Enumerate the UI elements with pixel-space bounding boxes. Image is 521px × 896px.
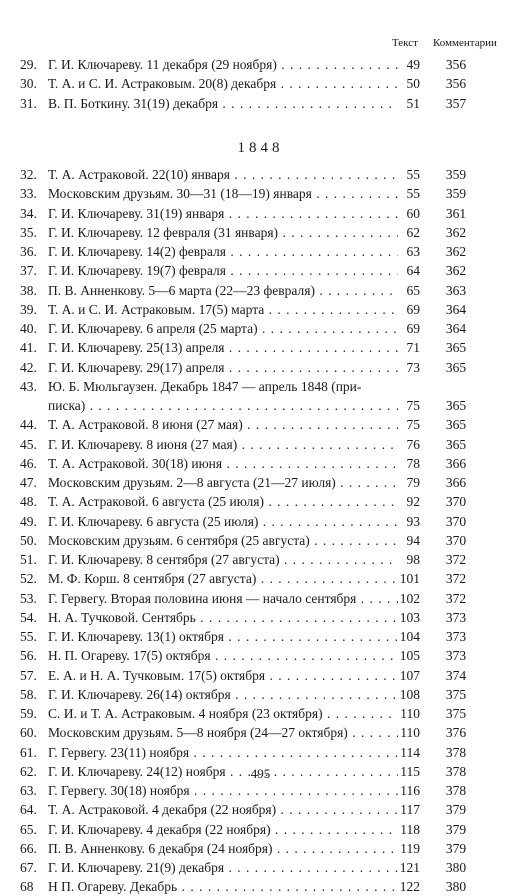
entry-text-page: 104 bbox=[399, 629, 420, 644]
entry-text-page: 94 bbox=[398, 531, 420, 550]
entry-title: Г. И. Ключареву. 26(14) октября . . . bbox=[48, 685, 408, 704]
entry-text-page: 69 bbox=[398, 319, 420, 338]
entry-comment-page: 356 bbox=[445, 57, 467, 72]
entry-number: 40. bbox=[20, 321, 37, 336]
entry-number: 55. bbox=[20, 629, 37, 644]
entry-comment-page: 364 bbox=[445, 301, 467, 317]
entry-number: 44. bbox=[20, 417, 37, 433]
entry-number: 67. bbox=[20, 860, 37, 875]
toc-entry bbox=[0, 723, 521, 742]
toc-entry bbox=[0, 646, 521, 665]
entry-title: Г. И. Ключареву. 25(13) апреля . . . bbox=[48, 338, 408, 357]
entry-number: 34. bbox=[20, 205, 37, 221]
entry-text-page: 110 bbox=[398, 723, 420, 742]
entry-number: 54. bbox=[20, 609, 37, 625]
entry-title: Г. И. Ключареву. 6 апреля (25 марта) . . . bbox=[48, 319, 408, 338]
toc-entry bbox=[0, 242, 521, 261]
toc-entry bbox=[0, 666, 521, 685]
toc-entry bbox=[0, 512, 521, 531]
entry-text-page: 76 bbox=[398, 435, 420, 454]
entry-title: С. И. и Т. А. Астраковым. 4 ноября (23 октября) . . . bbox=[48, 704, 408, 723]
entry-comment-page: 373 bbox=[445, 648, 467, 664]
entry-title: Г. Гервегу. 23(11) ноября . . . bbox=[48, 743, 408, 762]
entry-comment-page: 375 bbox=[445, 706, 467, 721]
entry-comment-page: 380 bbox=[445, 860, 467, 875]
entry-number: 43. bbox=[20, 378, 37, 394]
toc-entry bbox=[0, 338, 521, 357]
entry-title: Г. И. Ключареву. 19(7) февраля . . . bbox=[48, 261, 408, 280]
entry-text-page: 92 bbox=[398, 492, 420, 511]
entry-title: Т. А. и С. И. Астраковым. 17(5) марта . . . bbox=[48, 300, 408, 319]
entry-text-page: 50 bbox=[398, 74, 420, 93]
entry-number: 36. bbox=[20, 244, 37, 259]
entry-title: Г. И. Ключареву. 11 декабря (29 ноября) . . . bbox=[48, 55, 408, 74]
toc-entry bbox=[0, 281, 521, 300]
toc-entry bbox=[0, 415, 521, 434]
entry-number: 58. bbox=[20, 686, 37, 702]
entry-comment-page: 380 bbox=[445, 879, 467, 895]
entry-title: Г. И. Ключареву. 6 августа (25 июля) . . . bbox=[48, 512, 408, 531]
entry-comment-page: 366 bbox=[445, 475, 467, 490]
toc-entry bbox=[0, 627, 521, 646]
entry-comment-page: 362 bbox=[445, 263, 467, 279]
entry-comment-page: 365 bbox=[445, 417, 467, 433]
entry-comment-page: 373 bbox=[445, 609, 467, 625]
toc-entry bbox=[0, 608, 521, 627]
entry-number: 29. bbox=[20, 57, 37, 72]
entry-text-page: 65 bbox=[398, 281, 420, 300]
entry-text-page: 63 bbox=[398, 242, 420, 261]
entry-number: 56. bbox=[20, 648, 37, 664]
entry-text-page: 69 bbox=[398, 300, 420, 319]
entry-number: 52. bbox=[20, 571, 37, 587]
entry-number: 48. bbox=[20, 494, 37, 510]
toc-entry bbox=[0, 184, 521, 203]
entry-comment-page: 359 bbox=[445, 186, 467, 202]
entry-number: 32. bbox=[20, 167, 37, 182]
entry-title: М. Ф. Корш. 8 сентября (27 августа) . . . bbox=[48, 569, 408, 588]
entry-number: 31. bbox=[20, 95, 37, 111]
entry-text-page: 75 bbox=[398, 396, 420, 415]
entry-comment-page: 378 bbox=[445, 744, 467, 760]
toc-entry bbox=[0, 396, 521, 415]
column-header-comments: Комментарии bbox=[433, 37, 497, 49]
entry-number: 39. bbox=[20, 301, 37, 317]
entry-title: Ю. Б. Мюльгаузен. Декабрь 1847 — апрель 1848 (при- bbox=[48, 378, 362, 394]
toc-entry bbox=[0, 531, 521, 550]
entry-title: Г. И. Ключареву. 12 февраля (31 января) . . . bbox=[48, 223, 408, 242]
entry-text-page: 101 bbox=[399, 571, 420, 587]
entry-comment-page: 372 bbox=[445, 571, 467, 587]
entry-comment-page: 374 bbox=[445, 667, 467, 683]
entry-title: Г. И. Ключареву. 13(1) октября . . . bbox=[48, 627, 408, 646]
entry-comment-page: 370 bbox=[445, 532, 467, 548]
entry-text-page: 79 bbox=[398, 473, 420, 492]
entry-title: Г. И. Ключареву. 29(17) апреля . . . bbox=[48, 358, 408, 377]
entry-title: Г. Гервегу. 30(18) ноября . . . bbox=[48, 781, 408, 800]
entry-title: Н. П. Огареву. 17(5) октября . . . bbox=[48, 646, 408, 665]
entry-text-page: 115 bbox=[398, 762, 420, 781]
entry-title: Т. А. Астраковой. 22(10) января . . . bbox=[48, 165, 408, 184]
entry-title: П. В. Анненкову. 5—6 марта (22—23 февраля) . . . bbox=[48, 281, 408, 300]
entry-text-page: 107 bbox=[399, 667, 420, 683]
toc-entry bbox=[0, 319, 521, 338]
entry-comment-page: 357 bbox=[445, 95, 467, 111]
entry-title: Т. А. Астраковой. 30(18) июня . . . bbox=[48, 454, 408, 473]
entry-number: 47. bbox=[20, 475, 37, 490]
entry-title: Г. И. Ключареву. 21(9) декабря . . . bbox=[48, 858, 408, 877]
entry-title: Г. И. Ключареву. 31(19) января . . . bbox=[48, 204, 408, 223]
entry-comment-page: 365 bbox=[445, 340, 467, 356]
entry-comment-page: 375 bbox=[445, 686, 467, 702]
toc-entry bbox=[0, 743, 521, 762]
entry-comment-page: 370 bbox=[445, 513, 467, 529]
entry-title: писка) . . . bbox=[48, 396, 408, 415]
entry-title: В. П. Боткину. 31(19) декабря . . . bbox=[48, 94, 408, 113]
entry-comment-page: 362 bbox=[445, 224, 467, 240]
toc-entry bbox=[0, 74, 521, 93]
entry-title: Е. А. и Н. А. Тучковым. 17(5) октября . . . bbox=[48, 666, 408, 685]
entry-title: Г. Гервегу. Вторая половина июня — начало сентября . . . bbox=[48, 589, 408, 608]
toc-entry bbox=[0, 204, 521, 223]
toc-entry bbox=[0, 877, 521, 896]
entry-title: Г. И. Ключареву. 14(2) февраля . . . bbox=[48, 242, 408, 261]
toc-entry bbox=[0, 261, 521, 280]
entry-comment-page: 363 bbox=[445, 282, 467, 298]
toc-entry bbox=[0, 839, 521, 858]
entry-number: 66. bbox=[20, 840, 37, 856]
entry-text-page: 75 bbox=[398, 415, 420, 434]
entry-text-page: 62 bbox=[398, 223, 420, 242]
toc-entry bbox=[0, 569, 521, 588]
toc-entry bbox=[0, 492, 521, 511]
entry-comment-page: 379 bbox=[445, 802, 467, 818]
toc-entry bbox=[0, 473, 521, 492]
entry-number: 68 bbox=[20, 879, 34, 895]
column-header-text: Текст bbox=[392, 37, 418, 49]
toc-entry bbox=[0, 300, 521, 319]
entry-title: Т. А. Астраковой. 4 декабря (22 ноября) . . . bbox=[48, 800, 408, 819]
entry-title: Н. А. Тучковой. Сентябрь . . . bbox=[48, 608, 408, 627]
entry-comment-page: 378 bbox=[445, 783, 467, 798]
entry-number: 35. bbox=[20, 224, 37, 240]
entry-number: 53. bbox=[20, 590, 37, 606]
entry-title: Г. И. Ключареву. 8 июня (27 мая) . . . bbox=[48, 435, 408, 454]
entry-text-page: 117 bbox=[398, 800, 420, 819]
entry-text-page: 93 bbox=[398, 512, 420, 531]
toc-entry bbox=[0, 94, 521, 113]
toc-entry bbox=[0, 377, 521, 396]
entry-number: 46. bbox=[20, 455, 37, 471]
entry-number: 50. bbox=[20, 532, 37, 548]
entry-title: Т. А. и С. И. Астраковым. 20(8) декабря . . . bbox=[48, 74, 408, 93]
entry-text-page: 105 bbox=[399, 648, 420, 664]
entry-title: Т. А. Астраковой. 6 августа (25 июля) . . . bbox=[48, 492, 408, 511]
entry-comment-page: 356 bbox=[445, 76, 467, 92]
entry-number: 59. bbox=[20, 706, 37, 721]
entry-text-page: 73 bbox=[398, 358, 420, 377]
entry-comment-page: 361 bbox=[445, 205, 467, 221]
entry-title: Московским друзьям. 5—8 ноября (24—27 октября) . . . bbox=[48, 723, 408, 742]
entry-comment-page: 370 bbox=[445, 494, 467, 510]
entry-title: П. В. Анненкову. 6 декабря (24 ноября) . . . bbox=[48, 839, 408, 858]
entry-text-page: 122 bbox=[399, 879, 420, 895]
toc-entry bbox=[0, 223, 521, 242]
entry-text-page: 55 bbox=[398, 165, 420, 184]
entry-text-page: 64 bbox=[398, 261, 420, 280]
entry-title: Т. А. Астраковой. 8 июня (27 мая) . . . bbox=[48, 415, 408, 434]
entry-number: 62. bbox=[20, 763, 37, 779]
toc-entry bbox=[0, 454, 521, 473]
entry-comment-page: 362 bbox=[445, 244, 467, 259]
entry-number: 42. bbox=[20, 359, 37, 375]
page-number: 495 bbox=[250, 766, 271, 781]
entry-comment-page: 365 bbox=[445, 359, 467, 375]
entry-title: Московским друзьям. 2—8 августа (21—27 июля) . . . bbox=[48, 473, 408, 492]
entry-number: 38. bbox=[20, 282, 37, 298]
entry-text-page: 108 bbox=[399, 686, 420, 702]
entry-comment-page: 372 bbox=[445, 552, 467, 567]
entry-number: 60. bbox=[20, 725, 37, 741]
entry-number: 37. bbox=[20, 263, 37, 279]
entry-text-page: 121 bbox=[399, 860, 420, 875]
entry-number: 61. bbox=[20, 744, 37, 760]
entry-title: Г. И. Ключареву. 4 декабря (22 ноября) . . . bbox=[48, 820, 408, 839]
entry-text-page: 51 bbox=[398, 94, 420, 113]
entry-text-page: 118 bbox=[398, 820, 420, 839]
entry-number: 45. bbox=[20, 436, 37, 452]
toc-entry bbox=[0, 550, 521, 569]
toc-entry bbox=[0, 800, 521, 819]
entry-comment-page: 376 bbox=[445, 725, 467, 741]
entry-number: 65. bbox=[20, 821, 37, 837]
entry-text-page: 102 bbox=[399, 590, 420, 606]
entry-text-page: 110 bbox=[398, 704, 420, 723]
entry-number: 63. bbox=[20, 783, 37, 798]
entry-comment-page: 365 bbox=[445, 436, 467, 452]
toc-entry bbox=[0, 358, 521, 377]
toc-entry bbox=[0, 435, 521, 454]
entry-comment-page: 372 bbox=[445, 590, 467, 606]
toc-entry bbox=[0, 55, 521, 74]
entry-text-page: 116 bbox=[398, 781, 420, 800]
entry-title: Г. И. Ключареву. 8 сентября (27 августа) . . . bbox=[48, 550, 408, 569]
toc-entry bbox=[0, 781, 521, 800]
entry-text-page: 98 bbox=[398, 550, 420, 569]
entry-number: 51. bbox=[20, 552, 37, 567]
entry-number: 30. bbox=[20, 76, 37, 92]
entry-text-page: 114 bbox=[398, 743, 420, 762]
entry-comment-page: 365 bbox=[445, 398, 467, 413]
entry-title: Московским друзьям. 30—31 (18—19) января . . . bbox=[48, 184, 408, 203]
entry-number: 33. bbox=[20, 186, 37, 202]
entry-text-page: 103 bbox=[399, 609, 420, 625]
entry-text-page: 49 bbox=[398, 55, 420, 74]
entry-comment-page: 373 bbox=[445, 629, 467, 644]
entry-comment-page: 359 bbox=[445, 167, 467, 182]
toc-entry bbox=[0, 685, 521, 704]
entry-comment-page: 379 bbox=[445, 840, 467, 856]
toc-entry bbox=[0, 589, 521, 608]
entry-number: 57. bbox=[20, 667, 37, 683]
entry-text-page: 55 bbox=[398, 184, 420, 203]
entry-text-page: 60 bbox=[398, 204, 420, 223]
entry-title: Н П. Огареву. Декабрь . . . bbox=[48, 877, 408, 896]
toc-entry bbox=[0, 858, 521, 877]
entry-comment-page: 366 bbox=[445, 455, 467, 471]
toc-entry bbox=[0, 820, 521, 839]
toc-entry bbox=[0, 165, 521, 184]
entry-comment-page: 379 bbox=[445, 821, 467, 837]
entry-title: Московским друзьям. 6 сентября (25 августа) . . . bbox=[48, 531, 408, 550]
entry-comment-page: 364 bbox=[445, 321, 467, 336]
entry-number: 41. bbox=[20, 340, 37, 356]
entry-comment-page: 378 bbox=[445, 763, 467, 779]
entry-title: Г. И. Ключареву. 24(12) ноября . . . bbox=[48, 762, 408, 781]
entry-number: 64. bbox=[20, 802, 37, 818]
entry-text-page: 71 bbox=[398, 338, 420, 357]
entry-text-page: 78 bbox=[398, 454, 420, 473]
year-heading: 1848 bbox=[237, 140, 284, 156]
toc-entry bbox=[0, 704, 521, 723]
entry-text-page: 119 bbox=[398, 839, 420, 858]
entry-number: 49. bbox=[20, 513, 37, 529]
